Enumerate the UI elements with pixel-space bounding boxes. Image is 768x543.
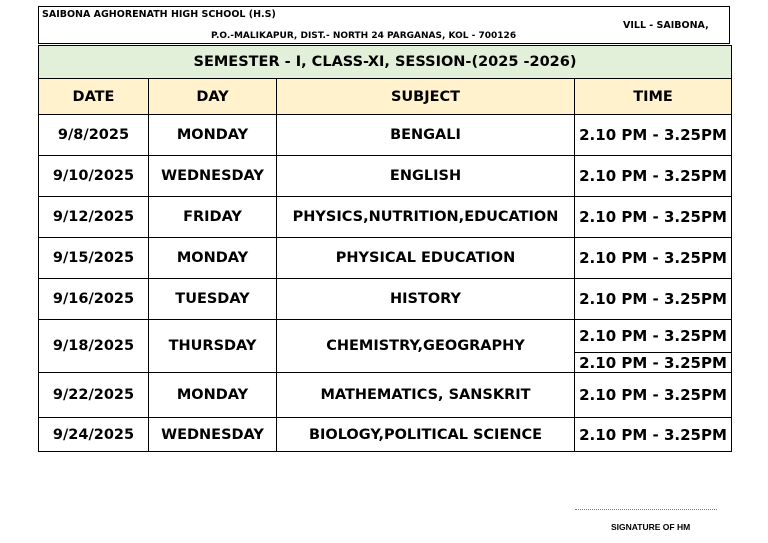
date-cell: 9/24/2025 [39,418,149,452]
time-cell: 2.10 PM - 3.25PM [575,156,732,197]
time-cell: 2.10 PM - 3.25PM [575,279,732,320]
table-header-row [39,79,732,115]
table-row [39,115,732,156]
subject-cell: ENGLISH [277,156,575,197]
subject-cell: MATHEMATICS, SANSKRIT [277,373,575,418]
subject-cell: BENGALI [277,115,575,156]
subject-cell: CHEMISTRY,GEOGRAPHY [277,320,575,373]
postal-address: P.O.-MALIKAPUR, DIST.- NORTH 24 PARGANAS, KOL - 700126 [211,31,517,41]
column-header-date: DATE [39,79,149,115]
column-header-subject: SUBJECT [277,79,575,115]
subject-cell: BIOLOGY,POLITICAL SCIENCE [277,418,575,452]
table-row [39,238,732,279]
date-cell: 9/12/2025 [39,197,149,238]
table-title-row [39,46,732,79]
date-cell: 9/22/2025 [39,373,149,418]
table-row [39,373,732,418]
date-cell: 9/15/2025 [39,238,149,279]
date-cell: 9/16/2025 [39,279,149,320]
table-row [39,156,732,197]
time-cell: 2.10 PM - 3.25PM [575,238,732,279]
day-cell: FRIDAY [149,197,277,238]
subject-cell: PHYSICAL EDUCATION [277,238,575,279]
signature-line [575,509,717,510]
time-cell: 2.10 PM - 3.25PM [575,320,732,353]
table-row [39,418,732,452]
day-cell: MONDAY [149,373,277,418]
table-row [39,320,732,353]
day-cell: THURSDAY [149,320,277,373]
table-row [39,197,732,238]
time-cell: 2.10 PM - 3.25PM [575,373,732,418]
column-header-time: TIME [575,79,732,115]
day-cell: MONDAY [149,238,277,279]
table-row [39,279,732,320]
day-cell: MONDAY [149,115,277,156]
school-name: SAIBONA AGHORENATH HIGH SCHOOL (H.S) [42,9,276,20]
day-cell: TUESDAY [149,279,277,320]
table-title: SEMESTER - I, CLASS-XI, SESSION-(2025 -2026) [39,46,732,79]
date-cell: 9/10/2025 [39,156,149,197]
column-header-day: DAY [149,79,277,115]
time-cell: 2.10 PM - 3.25PM [575,197,732,238]
time-cell: 2.10 PM - 3.25PM [575,353,732,373]
village-address: VILL - SAIBONA, [623,20,709,31]
signature-label: SIGNATURE OF HM [611,522,691,532]
date-cell: 9/18/2025 [39,320,149,373]
day-cell: WEDNESDAY [149,156,277,197]
day-cell: WEDNESDAY [149,418,277,452]
subject-cell: PHYSICS,NUTRITION,EDUCATION [277,197,575,238]
school-header [38,6,730,44]
exam-routine-table [38,45,732,452]
date-cell: 9/8/2025 [39,115,149,156]
subject-cell: HISTORY [277,279,575,320]
time-cell: 2.10 PM - 3.25PM [575,115,732,156]
time-cell: 2.10 PM - 3.25PM [575,418,732,452]
